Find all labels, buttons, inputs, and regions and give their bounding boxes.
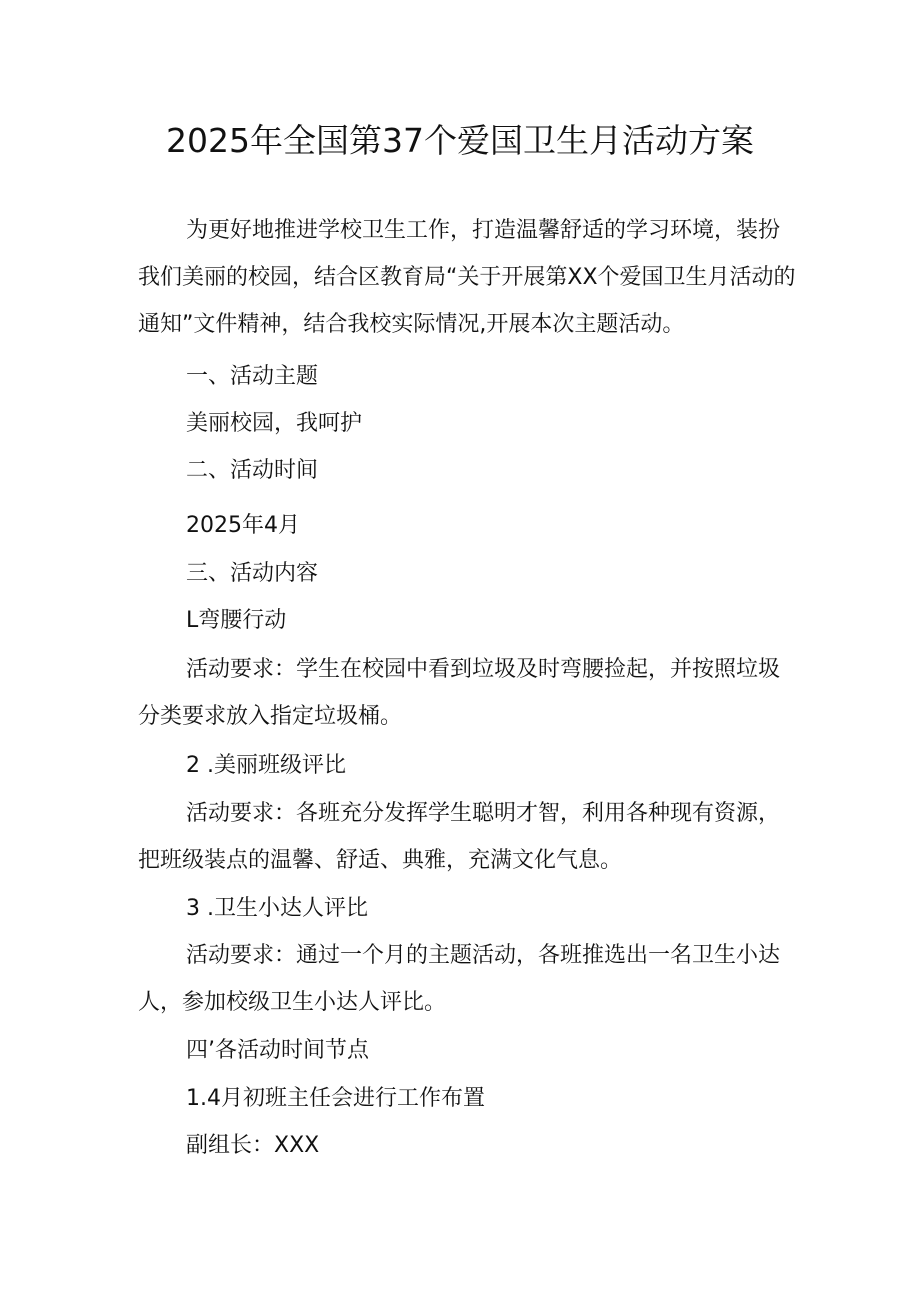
- item2-heading: 2 .美丽班级评比: [186, 753, 346, 778]
- deputy-leader-line: 副组长：XXX: [186, 1133, 320, 1158]
- item3-heading: 3 .卫生小达人评比: [186, 896, 368, 921]
- section2-heading: 二、活动时间: [186, 458, 319, 483]
- section3-heading: 三、活动内容: [186, 561, 319, 586]
- item1-body: 活动要求：学生在校园中看到垃圾及时弯腰捡起，并按照垃圾分类要求放入指定垃圾桶。: [138, 657, 781, 729]
- section1-heading: 一、活动主题: [186, 364, 319, 389]
- item1-heading: L弯腰行动: [186, 608, 287, 633]
- item2-body: 活动要求：各班充分发挥学生聪明才智，利用各种现有资源，把班级装点的温馨、舒适、典雅，充满文化气息。: [138, 801, 781, 873]
- intro-paragraph: 为更好地推进学校卫生工作，打造温馨舒适的学习环境，装扮我们美丽的校园，结合区教育局“关于开展第XX个爱国卫生月活动的通知”文件精神，结合我校实际情况,开展本次主题活动。: [138, 218, 796, 337]
- timeline-node-1: 1.4月初班主任会进行工作布置: [186, 1086, 485, 1111]
- section4-heading: 四’各活动时间节点: [186, 1038, 369, 1063]
- section2-body: 2025年4月: [186, 513, 300, 538]
- section1-body: 美丽校园，我呵护: [186, 411, 363, 436]
- document-title: 2025年全国第37个爱国卫生月活动方案: [166, 121, 754, 160]
- item3-body: 活动要求：通过一个月的主题活动，各班推选出一名卫生小达人，参加校级卫生小达人评比。: [138, 943, 781, 1015]
